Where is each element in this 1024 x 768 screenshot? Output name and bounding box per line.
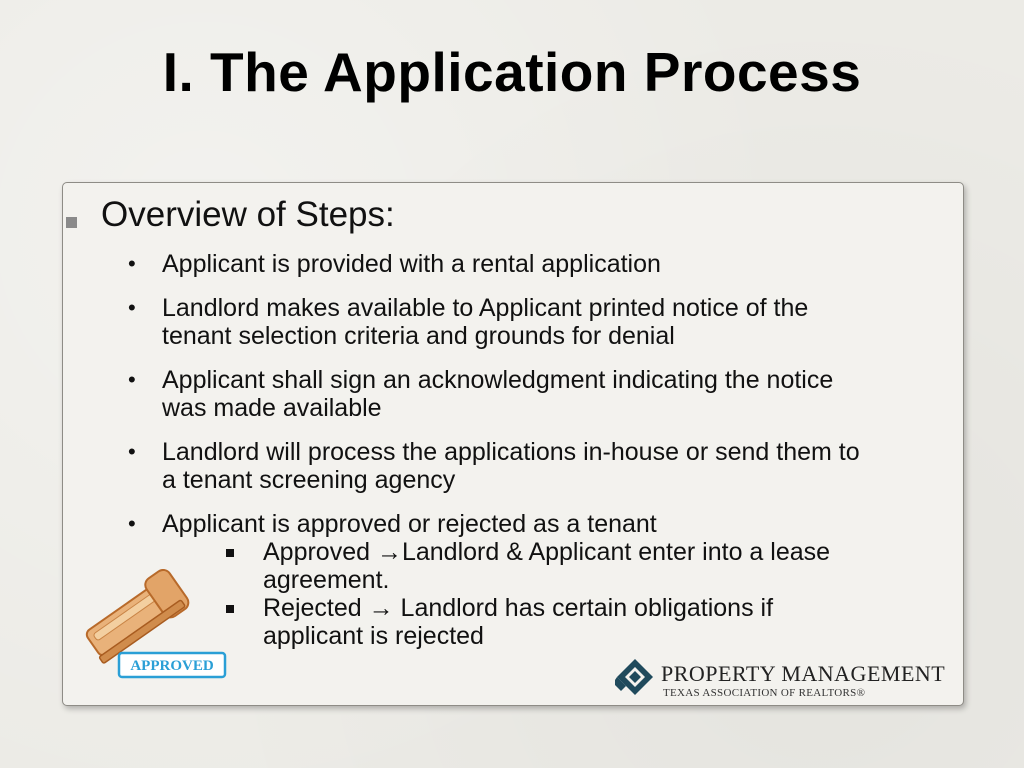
logo-subtitle: TEXAS ASSOCIATION OF REALTORS®	[663, 687, 866, 699]
square-bullet-icon	[226, 549, 234, 557]
outcome-approved-line-2: agreement.	[263, 566, 390, 594]
step-2-line-2: tenant selection criteria and grounds for denial	[162, 322, 675, 350]
stamp-label: APPROVED	[130, 658, 214, 674]
bullet-icon: •	[128, 367, 136, 392]
step-3-line-1: Applicant shall sign an acknowledgment indicating the notice	[162, 366, 834, 394]
diamond-logo-icon	[615, 657, 655, 701]
square-bullet-icon	[66, 217, 77, 228]
step-4-line-2: a tenant screening agency	[162, 466, 456, 494]
bullet-icon: •	[128, 251, 136, 276]
property-management-logo	[615, 657, 955, 701]
step-1: Applicant is provided with a rental application	[162, 250, 661, 278]
outcome-rejected-line-1: Rejected → Landlord has certain obligations if	[263, 594, 774, 622]
step-4-line-1: Landlord will process the applications in-house or send them to	[162, 438, 860, 466]
overview-heading: Overview of Steps:	[101, 195, 395, 234]
slide-title: I. The Application Process	[162, 41, 862, 103]
bullet-icon: •	[128, 295, 136, 320]
bullet-icon: •	[128, 439, 136, 464]
outcome-rejected-line-2: applicant is rejected	[263, 622, 484, 650]
step-5: Applicant is approved or rejected as a tenant	[162, 510, 657, 538]
step-3-line-2: was made available	[162, 394, 382, 422]
outcome-approved-line-1: Approved →Landlord & Applicant enter into a lease	[263, 538, 831, 566]
bullet-icon: •	[128, 511, 136, 536]
approved-stamp-icon	[67, 569, 227, 684]
logo-title: PROPERTY MANAGEMENT	[661, 661, 946, 686]
square-bullet-icon	[226, 605, 234, 613]
step-2-line-1: Landlord makes available to Applicant printed notice of the	[162, 294, 809, 322]
content-box	[62, 182, 964, 706]
